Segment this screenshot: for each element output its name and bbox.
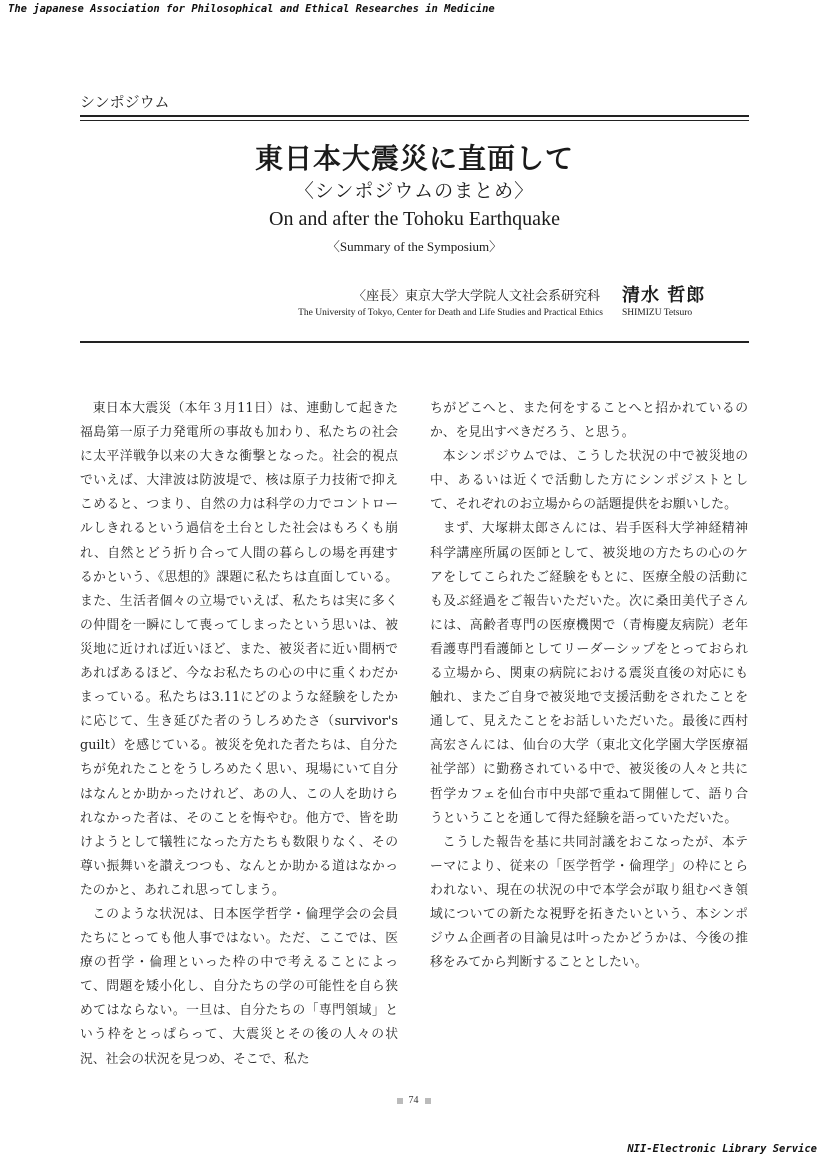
page-number — [0, 1095, 827, 1106]
author-affiliation-jp: 〈座長〉東京大学大学院人文社会系研究科 — [352, 289, 600, 304]
article-subtitle-en: 〈Summary of the Symposium〉 — [326, 239, 503, 254]
paragraph: まず、大塚耕太郎さんには、岩手医科大学神経精神科学講座所属の医師として、被災地の方たちの心のケアをしてこられたご経験をもとに、医療全般の活動にも及ぶ経過をご報告いただいた。次に桑田美代子さんには、高齢者専門の医療機関で（青梅慶友病院）老年看護専門看護師としてリーダーシップをとっておられる立場から、関東の病院における震災直後の対応にも触れ、またご自身で被災地で支援活動をされたことを通して、見えたことをお話しいただいた。最後に西村高宏さんには、仙台の大学（東北文化学園大学医療福祉学部）に勤務されている中で、被災後の人々と共に哲学カフェを仙台市中央部で重ねて開催して、語り合うということを通して得た経験を語っていただいた。 — [430, 521, 748, 826]
square-ornament-icon — [425, 1098, 431, 1104]
title-rule-bottom — [80, 341, 749, 343]
paragraph: 東日本大震災（本年３月11日）は、連動して起きた福島第一原子力発電所の事故も加わり、私たちの社会に太平洋戦争以来の大きな衝撃となった。社会的視点でいえば、大津波は防波堤で、核は原子力技術で抑えこめると、つまり、自然の力は科学の力でコントロールしきれるという過信を土台とした社会はもろくも崩れ、自然とどう折り合って人間の暮らしの場を再建するかという、《思想的》課題に私たちは直面している。また、生活者個々の立場でいえば、私たちは実に多くの仲間を一瞬にして喪ってしまったという思いは、被災地に近ければ近いほど、また、被災者に近い間柄であればあるほど、今なお私たちの心の中に重くわだかまっている。私たちは3.11にどのような経験をしたかに応じて、生き延びた者のうしろめたさ（survivor's guilt）を感じている。被災を免れた者たちは、自分たちが免れたことをうしろめたく思い、現場にいて自分はなんとか助かったけれど、あの人、この人を助けられなかった者は、そのことを悔やむ。他方で、皆を助けようとして犠牲になった方たちも数限りなく、その尊い振舞いを讃えつつも、なんとか助かる道はなかったのかと、あれこれ思ってしまう。 — [80, 401, 399, 898]
paragraph: こうした報告を基に共同討議をおこなったが、本テーマにより、従来の「医学哲学・倫理学」の枠にとらわれない、現在の状況の中で本学会が取り組むべき領域についての新たな視野を拓きたいという、本シンポジウム企画者の目論見は叶ったかどうかは、今後の推移をみてから判断することとしたい。 — [430, 834, 748, 971]
page-number-value: 74 — [408, 1095, 419, 1106]
author-name-jp: 清水 哲郎 — [622, 285, 706, 306]
header-rule-thin — [80, 120, 749, 121]
body-column-right — [430, 397, 748, 975]
footer-service: NII-Electronic Library Service — [627, 1143, 817, 1155]
article-title-jp: 東日本大震災に直面して — [254, 142, 574, 175]
author-affiliation-en: The University of Tokyo, Center for Death and Life Studies and Practical Ethics — [298, 308, 603, 318]
paragraph-continuation: ちがどこへと、また何をすることへと招かれているのか、を見出すべきだろう、と思う。 — [430, 401, 748, 441]
section-label: シンポジウム — [80, 93, 170, 111]
author-name-en: SHIMIZU Tetsuro — [622, 308, 693, 318]
journal-header: The japanese Association for Philosophical and Ethical Researches in Medicine — [8, 3, 495, 15]
article-title-en: On and after the Tohoku Earthquake — [269, 208, 560, 230]
paragraph: 本シンポジウムでは、こうした状況の中で被災地の中、あるいは近くで活動した方にシンポジストとして、それぞれのお立場からの話題提供をお願いした。 — [430, 449, 748, 513]
square-ornament-icon — [397, 1098, 403, 1104]
article-subtitle-jp: 〈シンポジウムのまとめ〉 — [294, 180, 535, 202]
paragraph: このような状況は、日本医学哲学・倫理学会の会員たちにとっても他人事ではない。ただ、ここでは、医療の哲学・倫理といった枠の中で考えることによって、問題を矮小化し、自分たちの学の可能性を自ら狭めてはならない。一旦は、自分たちの「専門領域」という枠をとっぱらって、大震災とその後の人々の状況、社会の状況を見つめ、そこで、私た — [80, 906, 398, 1067]
body-column-left — [80, 397, 398, 1072]
header-rule-thick — [80, 115, 749, 117]
